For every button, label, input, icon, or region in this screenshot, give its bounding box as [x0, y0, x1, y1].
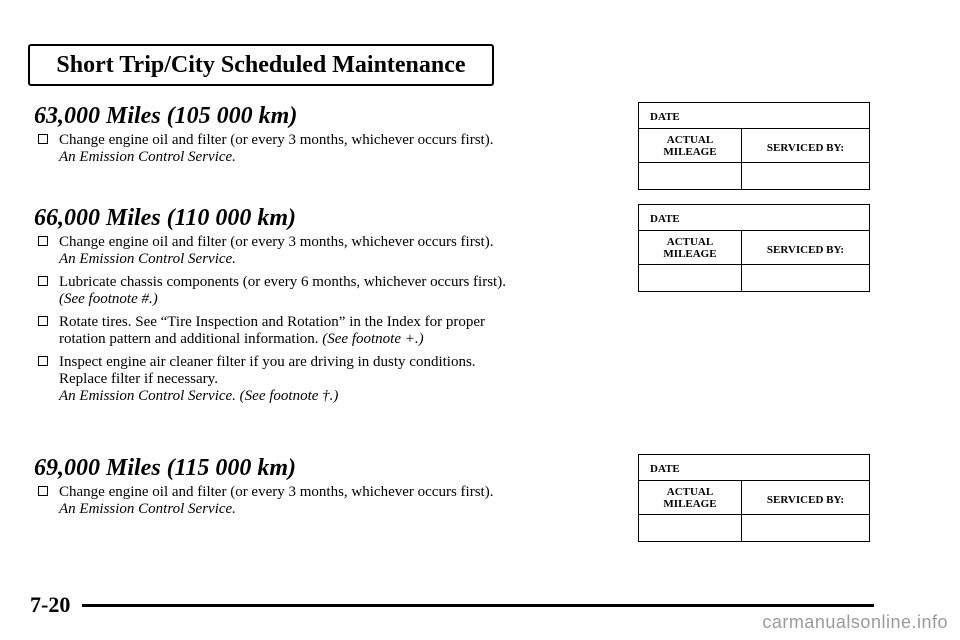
serviced-by-field[interactable]	[742, 163, 869, 189]
checklist-item: Change engine oil and filter (or every 3 months, whichever occurs first). An Emission Control Service.	[34, 234, 614, 268]
section-title: 66,000 Miles (110 000 km)	[34, 205, 296, 231]
serviced-by-label: SERVICED BY:	[766, 493, 845, 506]
checklist-item: Inspect engine air cleaner filter if you are driving in dusty conditions. Replace filter if necessary. An Emission Control Service. (See footnote †.)	[34, 354, 614, 405]
section-title: 63,000 Miles (105 000 km)	[34, 103, 298, 129]
footer-rule	[82, 604, 874, 607]
section-title: 69,000 Miles (115 000 km)	[34, 455, 296, 481]
actual-mileage-field[interactable]	[639, 163, 742, 189]
maintenance-section-66000	[34, 204, 614, 411]
checklist-item: Rotate tires. See “Tire Inspection and Rotation” in the Index for proper rotation pattern and additional information. (See footnote +.)	[34, 314, 614, 348]
maintenance-section-69000	[34, 454, 614, 524]
page-header-box	[28, 44, 494, 86]
page-number: 7-20	[30, 592, 71, 617]
page-header-title: Short Trip/City Scheduled Maintenance	[56, 51, 466, 78]
service-record-table	[638, 204, 870, 292]
watermark: carmanualsonline.info	[762, 612, 948, 632]
actual-mileage-label: ACTUAL MILEAGE	[639, 481, 742, 514]
checkbox-icon[interactable]	[38, 316, 48, 326]
serviced-by-label: SERVICED BY:	[766, 141, 845, 154]
checkbox-icon[interactable]	[38, 486, 48, 496]
date-field[interactable]: DATE	[639, 455, 869, 481]
maintenance-section-63000	[34, 102, 614, 172]
service-record-table	[638, 454, 870, 542]
date-field[interactable]: DATE	[639, 205, 869, 231]
checklist-item: Lubricate chassis components (or every 6 months, whichever occurs first). (See footnote #.)	[34, 274, 614, 308]
checklist-item: Change engine oil and filter (or every 3 months, whichever occurs first). An Emission Control Service.	[34, 484, 614, 518]
serviced-by-field[interactable]	[742, 515, 869, 541]
checklist-item: Change engine oil and filter (or every 3 months, whichever occurs first). An Emission Control Service.	[34, 132, 614, 166]
actual-mileage-label: ACTUAL MILEAGE	[639, 129, 742, 162]
actual-mileage-field[interactable]	[639, 515, 742, 541]
serviced-by-label: SERVICED BY:	[766, 243, 845, 256]
checkbox-icon[interactable]	[38, 134, 48, 144]
actual-mileage-label: ACTUAL MILEAGE	[639, 231, 742, 264]
date-field[interactable]: DATE	[639, 103, 869, 129]
checkbox-icon[interactable]	[38, 236, 48, 246]
actual-mileage-field[interactable]	[639, 265, 742, 291]
service-record-table	[638, 102, 870, 190]
checkbox-icon[interactable]	[38, 276, 48, 286]
checkbox-icon[interactable]	[38, 356, 48, 366]
serviced-by-field[interactable]	[742, 265, 869, 291]
